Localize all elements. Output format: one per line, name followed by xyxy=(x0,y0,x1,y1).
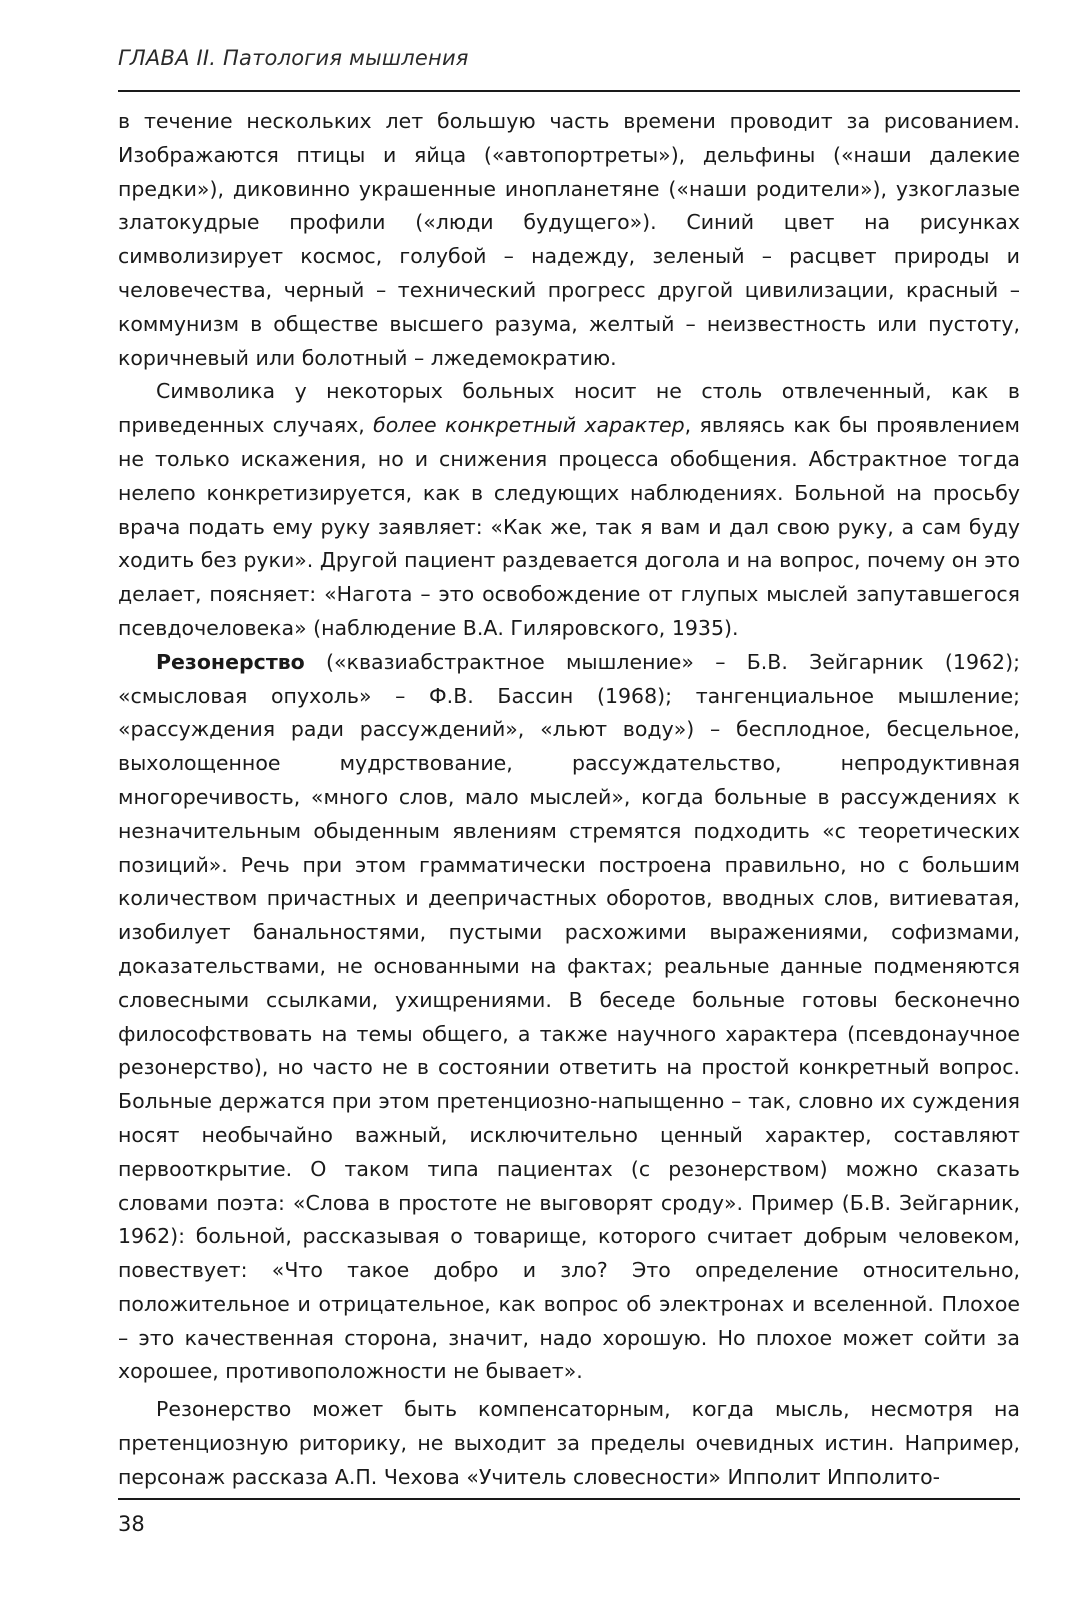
paragraph-3-text: («квазиабстрактное мышление» – Б.В. Зейгарник (1962); «смысловая опухоль» – Ф.В. Бассин (1968); тангенциальное мышление; «рассуждения ради рассуждений», «льют воду») – бесплодное, бесцельное, выхолощенное мудрствование, рассуждательство, непродуктивная многоречивость, «много слов, мало мыслей», когда больные в рассуждениях к незначительным обыденным явлениям стремятся подходить «с теоретических позиций». Речь при этом грамматически построена правильно, но с большим количеством причастных и деепричастных оборотов, вводных слов, витиеватая, изобилует банальностями, пустыми расхожими выражениями, софизмами, доказательствами, не основанными на фактах; реальные данные подменяются словесными ссылками, ухищрениями. В беседе больные готовы бесконечно философствовать на темы общего, а также научного характера (псевдонаучное резонерство), но часто не в состоянии ответить на простой конкретный вопрос. Больные держатся при этом претенциозно-напыщенно – так, словно их суждения носят необычайно важный, исключительно ценный характер, составляют первооткрытие. О таком типа пациентах (с резонерством) можно сказать словами поэта: «Слова в простоте не выговорят сроду». Пример (Б.В. Зейгарник, 1962): больной, рассказывая о товарище, которого считает добрым человеком, повествует: «Что такое добро и зло? Это определение относительно, положительное и отрицательное, как вопрос об электронах и вселенной. Плохое – это качественная сторона, значит, надо хорошую. Но плохое может сойти за хорошее, противоположности не бывает». xyxy=(118,649,1020,1384)
paragraph-1 xyxy=(118,105,1020,375)
paragraph-4 xyxy=(118,1393,1020,1494)
running-title: ГЛАВА II. Патология мышления xyxy=(118,46,469,70)
paragraph-3 xyxy=(118,646,1020,1390)
term-resonerstvo: Резонерство xyxy=(156,649,305,674)
paragraph-4-text: Резонерство может быть компенсаторным, когда мысль, несмотря на претенциозную риторику, не выходит за пределы очевидных истин. Например, персонаж рассказа А.П. Чехова «Учитель словесности» Ипполит Ипполито- xyxy=(118,1397,1020,1489)
header-rule xyxy=(118,90,1020,92)
paragraph-2 xyxy=(118,375,1020,645)
paragraph-1-text: в течение нескольких лет большую часть времени проводит за рисованием. Изображаются птицы и яйца («автопортреты»), дельфины («наши далекие предки»), диковинно украшенные инопланетяне («наши родители»), узкоглазые златокудрые профили («люди будущего»). Синий цвет на рисунках символизирует космос, голубой – надежду, зеленый – расцвет природы и человечества, черный – технический прогресс другой цивилизации, красный – коммунизм в обществе высшего разума, желтый – неизвестность или пустоту, коричневый или болотный – лжедемократию. xyxy=(118,109,1020,370)
paragraph-2-italic-phrase: более конкретный характер xyxy=(373,413,685,438)
page-body xyxy=(118,105,1020,1495)
page-number: 38 xyxy=(118,1512,145,1536)
paragraph-2-text-a: Символика у некоторых больных носит не столь отвлеченный, как в приведенных случаях, xyxy=(118,379,1020,438)
footer-rule xyxy=(118,1498,1020,1500)
paragraph-2-text-b: , являясь как бы проявлением не только искажения, но и снижения процесса обобщения. Абстрактное тогда нелепо конкретизируется, как в следующих наблюдениях. Больной на просьбу врача подать ему руку заявляет: «Как же, так я вам и дал свою руку, а сам буду ходить без руки». Другой пациент раздевается догола и на вопрос, почему он это делает, поясняет: «Нагота – это освобождение от глупых мыслей запутавшегося псевдочеловека» (наблюдение В.А. Гиляровского, 1935). xyxy=(118,413,1020,640)
